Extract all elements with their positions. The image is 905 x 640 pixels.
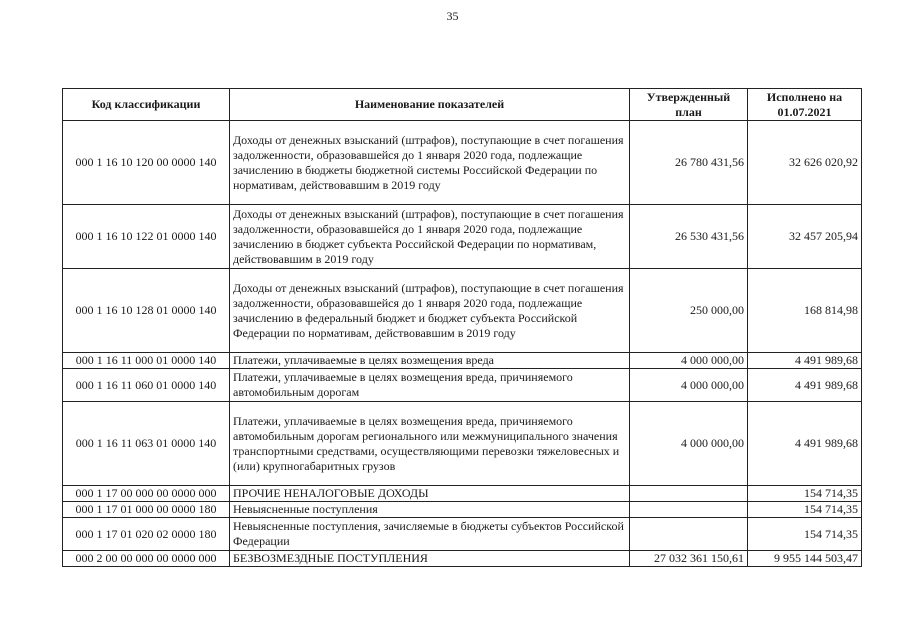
row-code: 000 1 17 01 000 00 0000 180 (63, 502, 230, 518)
row-plan: 4 000 000,00 (630, 402, 748, 486)
row-code: 000 1 16 10 128 01 0000 140 (63, 269, 230, 353)
table-row (63, 205, 862, 269)
row-plan (630, 502, 748, 518)
row-name: Невыясненные поступления, зачисляемые в бюджеты субъектов Российской Федерации (230, 518, 630, 551)
row-plan: 27 032 361 150,61 (630, 551, 748, 567)
row-plan: 250 000,00 (630, 269, 748, 353)
row-name: Платежи, уплачиваемые в целях возмещения вреда, причиняемого автомобильным дорогам регионального или межмуниципального значения транспортными средствами, осуществляющими перевозки тяжеловесных и (или) крупногабаритных грузов (230, 402, 630, 486)
row-name: Доходы от денежных взысканий (штрафов), поступающие в счет погашения задолженности, образовавшейся до 1 января 2020 года, подлежащие зачислению в федеральный бюджет и бюджет субъекта Российской Федерации по нормативам, действовавшим в 2019 году (230, 269, 630, 353)
page-number: 35 (446, 9, 459, 23)
row-plan: 4 000 000,00 (630, 353, 748, 369)
header-done: Исполнено на 01.07.2021 (748, 89, 862, 121)
row-plan: 26 530 431,56 (630, 205, 748, 269)
row-name: Невыясненные поступления (230, 502, 630, 518)
table-row (63, 121, 862, 205)
row-code: 000 1 16 11 000 01 0000 140 (63, 353, 230, 369)
row-plan: 26 780 431,56 (630, 121, 748, 205)
row-code: 000 2 00 00 000 00 0000 000 (63, 551, 230, 567)
row-done: 4 491 989,68 (748, 402, 862, 486)
row-name: Доходы от денежных взысканий (штрафов), поступающие в счет погашения задолженности, образовавшейся до 1 января 2020 года, подлежащие зачислению в бюджеты бюджетной системы Российской Федерации по нормативам, действовавшим в 2019 году (230, 121, 630, 205)
row-code: 000 1 16 11 060 01 0000 140 (63, 369, 230, 402)
table-row (63, 402, 862, 486)
row-code: 000 1 16 11 063 01 0000 140 (63, 402, 230, 486)
row-done: 168 814,98 (748, 269, 862, 353)
row-done: 4 491 989,68 (748, 369, 862, 402)
row-done: 154 714,35 (748, 486, 862, 502)
table-row (63, 551, 862, 567)
header-code: Код классификации (63, 89, 230, 121)
row-done: 9 955 144 503,47 (748, 551, 862, 567)
row-done: 32 626 020,92 (748, 121, 862, 205)
table-row (63, 353, 862, 369)
row-code: 000 1 17 00 000 00 0000 000 (63, 486, 230, 502)
row-code: 000 1 16 10 120 00 0000 140 (63, 121, 230, 205)
header-name: Наименование показателей (230, 89, 630, 121)
row-name: БЕЗВОЗМЕЗДНЫЕ ПОСТУПЛЕНИЯ (230, 551, 630, 567)
row-plan (630, 518, 748, 551)
row-plan: 4 000 000,00 (630, 369, 748, 402)
table-row (63, 502, 862, 518)
row-done: 4 491 989,68 (748, 353, 862, 369)
row-name: Платежи, уплачиваемые в целях возмещения вреда (230, 353, 630, 369)
row-done: 154 714,35 (748, 502, 862, 518)
row-done: 154 714,35 (748, 518, 862, 551)
row-code: 000 1 16 10 122 01 0000 140 (63, 205, 230, 269)
row-name: Платежи, уплачиваемые в целях возмещения вреда, причиняемого автомобильным дорогам (230, 369, 630, 402)
budget-table (62, 88, 862, 567)
row-name: ПРОЧИЕ НЕНАЛОГОВЫЕ ДОХОДЫ (230, 486, 630, 502)
header-plan: Утвержденный план (630, 89, 748, 121)
table-row (63, 369, 862, 402)
table-row (63, 486, 862, 502)
row-plan (630, 486, 748, 502)
row-name: Доходы от денежных взысканий (штрафов), поступающие в счет погашения задолженности, образовавшейся до 1 января 2020 года, подлежащие зачислению в бюджет субъекта Российской Федерации по нормативам, действовавшим в 2019 году (230, 205, 630, 269)
header-row (63, 89, 862, 121)
table-row (63, 518, 862, 551)
table-row (63, 269, 862, 353)
row-code: 000 1 17 01 020 02 0000 180 (63, 518, 230, 551)
row-done: 32 457 205,94 (748, 205, 862, 269)
